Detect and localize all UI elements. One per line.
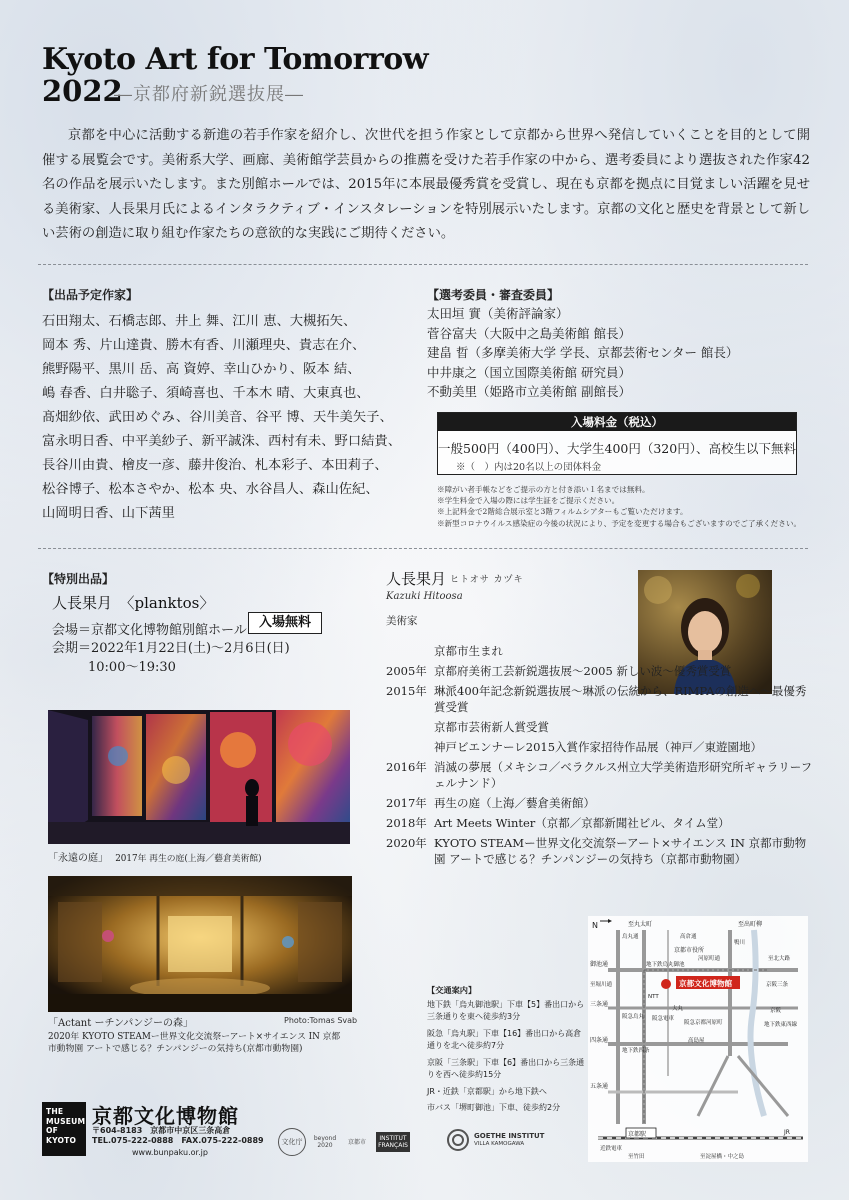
note-line: ※新型コロナウイルス感染症の今後の状況により、予定を変更する場合もございますのでご了承ください。: [437, 518, 802, 528]
artist-line: 岡本 秀、片山達貴、勝木有香、川瀬理央、貴志在介、: [42, 338, 366, 353]
caption-actant: 「Actant ーチンパンジーの森」: [48, 1018, 193, 1029]
label-hankyu-kawaramachi: 阪急京都河原町: [684, 1020, 723, 1026]
goethe-name: GOETHE INSTITUT: [474, 1132, 545, 1140]
label-marutamachi: 至丸太町: [628, 921, 653, 928]
label-takeda: 至竹田: [628, 1154, 645, 1160]
logo-line: OF KYOTO: [46, 1126, 77, 1145]
label-sanjo: 三条通: [590, 1001, 609, 1008]
artists-heading: 【出品予定作家】: [42, 288, 139, 302]
museum-address: 〒604-8183 京都市中京区三条高倉: [92, 1126, 231, 1135]
cv-text: 琳派400年記念新鋭選抜展～琳派の伝統から、RIMPAの創造へ～最優秀賞受賞: [434, 684, 807, 714]
cv-entry: [386, 739, 816, 755]
museum-contact: [92, 1126, 264, 1146]
intro-text: 京都を中心に活動する新進の若手作家を紹介し、次世代を担う作家として京都から世界へ発信していくことを目的として開催する展覧会です。美術系大学、画廊、美術館学芸員からの推薦を受けた若手作家の中から、選考委員により選抜された作家42名の作品を展示いたします。また別館ホールでは、2015年に本展最優秀賞を受賞し、現在も京都を拠点に目覚ましい活躍を見せる美術家、人長果月氏によるインタラクティブ・インスタレーションを特別展示いたします。京都の文化と歴史を背景として新しい芸術の創造に取り組む作家たちの意欲的な実践にご期待ください。: [42, 128, 810, 242]
cv-entry: [386, 719, 816, 735]
label-kawaramachi: 河原町通: [698, 956, 721, 962]
cv-entry: [386, 663, 816, 679]
label-city-hall: 京都市役所: [674, 947, 705, 954]
photo-credit: Photo:Tomas Svab: [284, 1016, 358, 1025]
label-hankyu-dentetsu: 阪急電車: [652, 1016, 675, 1022]
label-yodoyabashi: 至淀屋橋・中之島: [700, 1154, 745, 1160]
label-kamogawa: 鴨川: [734, 940, 746, 946]
artist-line: 長谷川由貴、檜皮一彦、藤井俊治、札本彩子、本田莉子、: [42, 458, 388, 473]
label-kyoto-station: 京都駅: [628, 1131, 647, 1138]
artist-line: 熊野陽平、黒川 岳、高 資婷、幸山ひかり、阪本 結、: [42, 362, 361, 377]
cv-year: 2017年: [386, 796, 427, 810]
goethe-icon: [446, 1128, 470, 1152]
installation-photo-actant: [48, 876, 352, 1012]
label-horikawa: 至堀川通: [590, 982, 613, 988]
fee-note: ※（ ）内は20名以上の団体料金: [456, 462, 602, 473]
access-item: 阪急「烏丸駅」下車【16】番出口から高倉通りを北へ徒歩約7分: [427, 1028, 582, 1050]
label-takashimaya: 高島屋: [688, 1038, 705, 1044]
special-venue: 会場＝京都文化博物館別館ホール: [52, 623, 247, 638]
cv-entry: [386, 815, 816, 831]
special-title: 人長果月 〈planktos〉: [52, 594, 215, 612]
label-subway-shijo: 地下鉄四条: [622, 1048, 650, 1054]
cv-entry: [386, 795, 816, 811]
label-karasuma: 烏丸通: [622, 934, 639, 940]
sponsor-logo: INSTITUT FRANÇAIS: [376, 1132, 410, 1152]
label-jr: JR: [784, 1129, 790, 1136]
jury-member: 菅谷富夫（大阪中之島美術館 館長）: [427, 325, 631, 341]
goethe-logo: [446, 1128, 544, 1152]
cv-year: 2018年: [386, 816, 427, 830]
access-item: 京阪「三条駅」下車【6】番出口から三条通りを西へ徒歩約15分: [427, 1057, 585, 1079]
artist-name: 人長果月: [386, 570, 447, 588]
artists-list: [42, 310, 412, 526]
jury-member: 不動美里（姫路市立美術館 副館長）: [427, 384, 631, 399]
cv-text: 京都市芸術新人賞受賞: [434, 720, 549, 734]
artist-line: 髙畑紗依、武田めぐみ、谷川美音、谷平 博、天牛美矢子、: [42, 410, 393, 425]
note-line: ※障がい者手帳などをご提示の方と付き添い１名までは無料。: [437, 485, 650, 494]
logo-line: THE: [46, 1107, 64, 1116]
map-svg: [588, 916, 808, 1162]
caption-detail: 2017年 再生の庭(上海／藝倉美術館): [115, 854, 262, 864]
label-kitaoji: 至北大路: [768, 956, 791, 962]
label-ntt: NTT: [648, 994, 659, 1000]
cv-text: 消滅の夢展（メキシコ／ベラクルス州立大学美術造形研究所ギャラリーフェルナンド）: [434, 760, 813, 790]
museum-marker: [661, 979, 671, 989]
divider-middle: [38, 548, 808, 549]
cv-text: KYOTO STEAMー世界文化交流祭ーアート×サイエンス IN 京都市動物園 アートで感じる？チンパンジーの気持ち（京都市動物園）: [434, 836, 807, 866]
caption-actant-detail: 2020年 KYOTO STEAMー世界文化交流祭ーアート×サイエンス IN 京都市動物園 アートで感じる？チンパンジーの気持ち(京都市動物園): [48, 1032, 341, 1054]
artist-name-kana: ヒトオサ カヅキ: [450, 575, 524, 585]
label-demachi: 至出町柳: [738, 921, 763, 928]
label-takakura: 高倉通: [680, 934, 697, 940]
jury-member: 中井康之（国立国際美術館 研究員）: [427, 364, 631, 380]
fee-main: 一般500円（400円）、大学生400円（320円）、高校生以下無料: [438, 441, 796, 456]
fee-box: [437, 412, 797, 475]
artist-line: 松谷博子、松本さやか、松本 央、水谷昌人、森山佐紀、: [42, 482, 379, 497]
note-line: ※上記料金で2階総合展示室と3階フィルムシアターもご覧いただけます。: [437, 507, 688, 517]
museum-website[interactable]: www.bunpaku.or.jp: [132, 1148, 208, 1157]
cv-text: 再生の庭（上海／藝倉美術館）: [434, 796, 595, 810]
period-hours: 10:00～19:30: [88, 660, 176, 675]
actant-image: [48, 876, 352, 1012]
label-tozai: 地下鉄東西線: [764, 1022, 798, 1028]
jury-heading: 【選考委員・審査委員】: [427, 288, 560, 302]
special-heading: 【特別出品】: [42, 572, 115, 586]
jury-list: [427, 304, 807, 402]
cv-year: 2020年: [386, 836, 427, 850]
museum-label: 京都文化博物館: [679, 979, 733, 988]
label-shijo: 四条通: [590, 1037, 609, 1044]
sponsor-logo: beyond 2020: [313, 1135, 337, 1149]
artist-name-roman: Kazuki Hitoosa: [386, 591, 463, 602]
artist-line: 富永明日香、中平美紗子、新平誠洙、西村有未、野口結貴、: [42, 434, 402, 449]
eternal-garden-image: [48, 710, 350, 844]
sponsor-logos: [278, 1122, 410, 1162]
title-en: Kyoto Art for Tomorrow: [42, 42, 429, 77]
cv-year: 2015年: [386, 684, 427, 698]
access-item: JR・近鉄「京都駅」から地下鉄へ: [427, 1086, 547, 1096]
label-gojo: 五条通: [590, 1083, 609, 1090]
access-item: 市バス「堺町御池」下車、徒歩約2分: [427, 1103, 561, 1112]
cv-entry: [386, 759, 816, 791]
cv-year: [386, 643, 434, 659]
artist-cv: [386, 643, 816, 871]
logo-line: MUSEUM: [46, 1116, 86, 1126]
cv-text: Art Meets Winter（京都／京都新聞社ビル、タイム堂）: [434, 816, 730, 830]
label-daimaru: 大丸: [672, 1006, 684, 1012]
museum-tel: TEL.075-222-0888 FAX.075-222-0889: [92, 1136, 264, 1145]
label-keihan-sanjo: 京阪三条: [766, 982, 789, 988]
artist-line: 嶋 春香、白井聡子、須崎喜也、千本木 晴、大東真也、: [42, 386, 370, 401]
access-item: 地下鉄「烏丸御池駅」下車【5】番出口から三条通りを東へ徒歩約3分: [427, 999, 585, 1021]
special-period: [52, 639, 290, 677]
cv-year: 2016年: [386, 760, 427, 774]
access-map: [588, 916, 808, 1162]
caption-title: 「永遠の庭」: [48, 853, 108, 864]
fee-heading: 入場料金（税込）: [438, 413, 796, 431]
cv-entry: [386, 835, 816, 867]
artist-role: 美術家: [386, 615, 418, 627]
sponsor-logo: 文化庁: [278, 1128, 306, 1156]
sponsor-logo: 京都市: [347, 1138, 366, 1146]
label-oike: 御池通: [590, 961, 609, 968]
artist-line: 石田翔太、石橋志郎、井上 舞、江川 恵、大槻拓矢、: [42, 314, 357, 329]
cv-year: 2005年: [386, 664, 427, 678]
cv-year: [386, 719, 434, 735]
cv-entry: [386, 643, 816, 659]
jury-member: 建畠 晢（多摩美術大学 学長、京都芸術センター 館長）: [427, 345, 739, 360]
fee-notes: [437, 484, 817, 529]
caption-eternal-garden: [48, 849, 262, 864]
access-heading: 【交通案内】: [427, 985, 477, 995]
label-kintetsu: 近鉄電車: [600, 1146, 623, 1152]
museum-logo: [42, 1102, 86, 1156]
artist-line: 山岡明日香、山下茜里: [42, 506, 175, 521]
label-keihan: 京阪: [770, 1008, 782, 1014]
access-info: [427, 984, 587, 1119]
cv-text: 京都府美術工芸新鋭選抜展～2005 新しい波～優秀賞受賞: [434, 664, 732, 678]
subtitle-jp: ―京都府新鋭選抜展―: [114, 84, 304, 105]
north-indicator: N: [592, 921, 598, 930]
cv-text: 神戸ビエンナーレ2015入賞作家招待作品展（神戸／東遊園地）: [434, 740, 763, 754]
title-year: 2022: [42, 74, 123, 108]
jury-member: 太田垣 實（美術評論家）: [427, 306, 569, 321]
installation-photo-eternal-garden: [48, 710, 350, 844]
museum-name: 京都文化博物館: [92, 1104, 239, 1128]
cv-year: [386, 739, 434, 755]
goethe-sub: VILLA KAMOGAWA: [474, 1141, 525, 1147]
cv-entry: [386, 683, 816, 715]
label-hankyu-karasuma: 阪急烏丸: [622, 1014, 645, 1020]
cv-text: 京都市生まれ: [434, 644, 503, 658]
label-karasuma-oike: 地下鉄烏丸御池: [646, 962, 685, 968]
free-admission-badge: 入場無料: [248, 612, 322, 634]
note-line: ※学生料金で入場の際には学生証をご提示ください。: [437, 496, 620, 506]
period-dates: 会期＝2022年1月22日(土)～2月6日(日): [52, 641, 290, 656]
divider-top: [38, 264, 808, 265]
